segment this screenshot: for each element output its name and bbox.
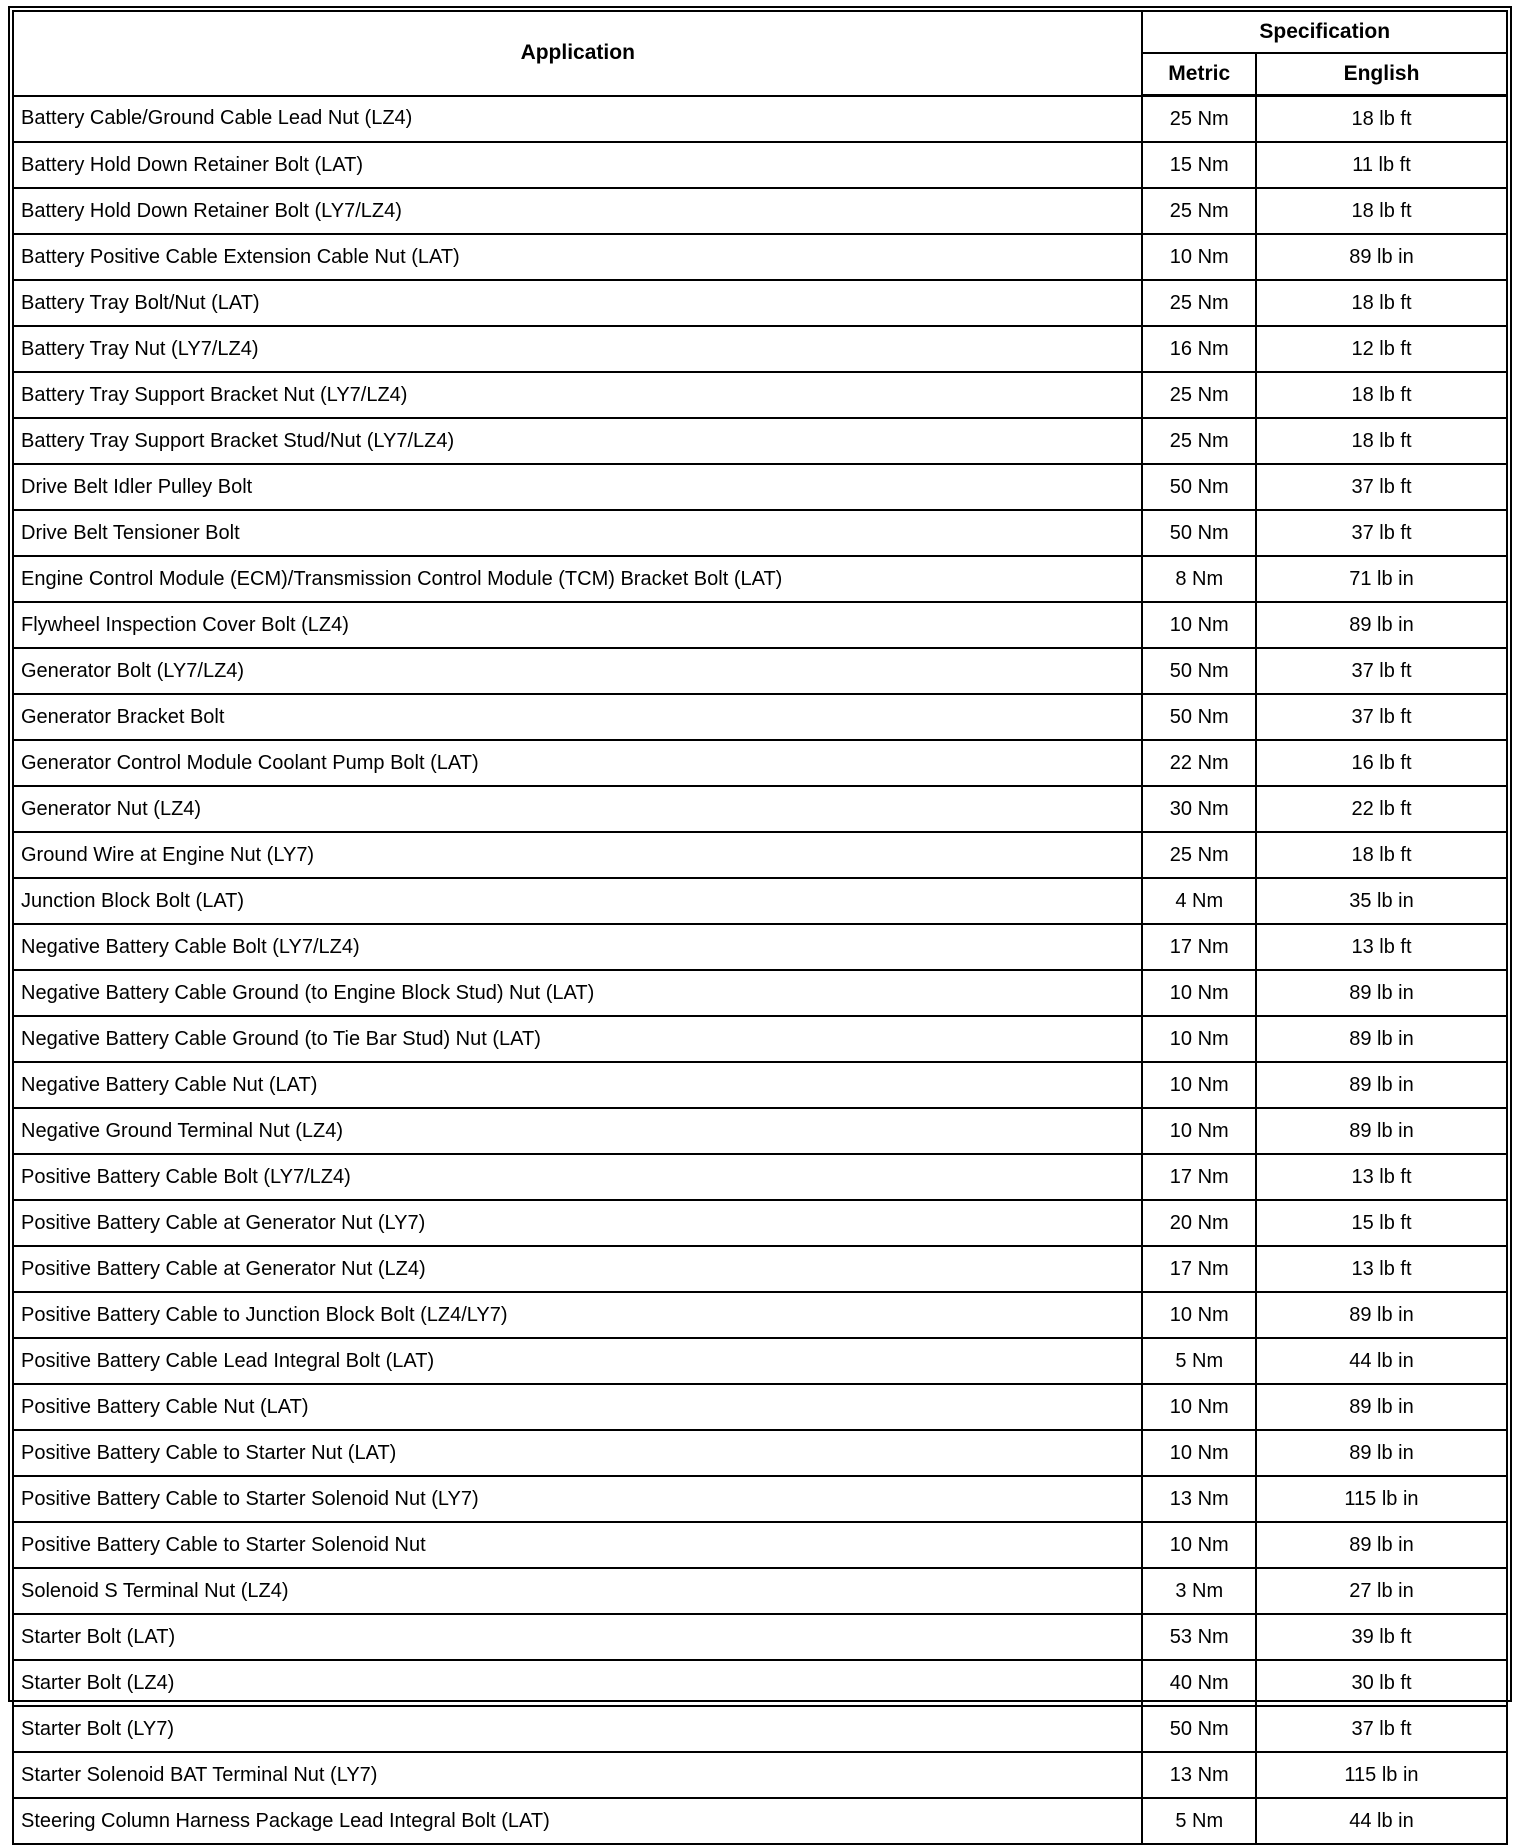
metric-cell: 10 Nm: [1142, 1062, 1256, 1108]
english-cell: 89 lb in: [1256, 970, 1507, 1016]
english-cell: 22 lb ft: [1256, 786, 1507, 832]
metric-cell: 13 Nm: [1142, 1752, 1256, 1798]
english-cell: 18 lb ft: [1256, 372, 1507, 418]
english-cell: 37 lb ft: [1256, 648, 1507, 694]
metric-cell: 8 Nm: [1142, 556, 1256, 602]
application-cell: Battery Hold Down Retainer Bolt (LY7/LZ4): [13, 188, 1142, 234]
application-cell: Positive Battery Cable to Junction Block Bolt (LZ4/LY7): [13, 1292, 1142, 1338]
application-cell: Positive Battery Cable to Starter Solenoid Nut (LY7): [13, 1476, 1142, 1522]
english-cell: 115 lb in: [1256, 1476, 1507, 1522]
table-row: [13, 1660, 1507, 1706]
english-cell: 18 lb ft: [1256, 280, 1507, 326]
table-row: [13, 1614, 1507, 1660]
metric-cell: 50 Nm: [1142, 1706, 1256, 1752]
metric-cell: 25 Nm: [1142, 280, 1256, 326]
metric-cell: 13 Nm: [1142, 1476, 1256, 1522]
table-row: [13, 694, 1507, 740]
table-row: [13, 1384, 1507, 1430]
application-cell: Positive Battery Cable Lead Integral Bolt (LAT): [13, 1338, 1142, 1384]
table-row: [13, 280, 1507, 326]
english-cell: 18 lb ft: [1256, 418, 1507, 464]
english-cell: 89 lb in: [1256, 1108, 1507, 1154]
metric-cell: 10 Nm: [1142, 1292, 1256, 1338]
english-cell: 13 lb ft: [1256, 1154, 1507, 1200]
metric-cell: 16 Nm: [1142, 326, 1256, 372]
metric-cell: 10 Nm: [1142, 602, 1256, 648]
english-cell: 13 lb ft: [1256, 924, 1507, 970]
table-row: [13, 786, 1507, 832]
table-row: [13, 1752, 1507, 1798]
table-row: [13, 464, 1507, 510]
english-cell: 12 lb ft: [1256, 326, 1507, 372]
metric-cell: 3 Nm: [1142, 1568, 1256, 1614]
spec-table-body: [13, 96, 1507, 1845]
application-cell: Negative Battery Cable Nut (LAT): [13, 1062, 1142, 1108]
table-row: [13, 648, 1507, 694]
metric-cell: 10 Nm: [1142, 970, 1256, 1016]
table-row: [13, 326, 1507, 372]
english-cell: 15 lb ft: [1256, 1200, 1507, 1246]
table-row: [13, 1108, 1507, 1154]
metric-cell: 4 Nm: [1142, 878, 1256, 924]
english-cell: 16 lb ft: [1256, 740, 1507, 786]
english-cell: 18 lb ft: [1256, 832, 1507, 878]
metric-cell: 50 Nm: [1142, 510, 1256, 556]
table-row: [13, 970, 1507, 1016]
application-cell: Battery Tray Support Bracket Stud/Nut (LY7/LZ4): [13, 418, 1142, 464]
metric-cell: 5 Nm: [1142, 1798, 1256, 1844]
table-row: [13, 1476, 1507, 1522]
english-cell: 18 lb ft: [1256, 96, 1507, 143]
application-cell: Positive Battery Cable at Generator Nut (LY7): [13, 1200, 1142, 1246]
english-cell: 30 lb ft: [1256, 1660, 1507, 1706]
metric-cell: 53 Nm: [1142, 1614, 1256, 1660]
metric-cell: 40 Nm: [1142, 1660, 1256, 1706]
metric-cell: 22 Nm: [1142, 740, 1256, 786]
table-row: [13, 556, 1507, 602]
english-cell: 89 lb in: [1256, 1384, 1507, 1430]
application-cell: Starter Bolt (LAT): [13, 1614, 1142, 1660]
application-cell: Positive Battery Cable to Starter Solenoid Nut: [13, 1522, 1142, 1568]
application-cell: Negative Ground Terminal Nut (LZ4): [13, 1108, 1142, 1154]
application-cell: Starter Bolt (LZ4): [13, 1660, 1142, 1706]
application-cell: Battery Cable/Ground Cable Lead Nut (LZ4): [13, 96, 1142, 143]
table-row: [13, 1062, 1507, 1108]
metric-cell: 50 Nm: [1142, 648, 1256, 694]
metric-cell: 10 Nm: [1142, 1384, 1256, 1430]
metric-cell: 20 Nm: [1142, 1200, 1256, 1246]
application-cell: Negative Battery Cable Ground (to Tie Bar Stud) Nut (LAT): [13, 1016, 1142, 1062]
table-row: [13, 234, 1507, 280]
table-row: [13, 924, 1507, 970]
application-cell: Engine Control Module (ECM)/Transmission Control Module (TCM) Bracket Bolt (LAT): [13, 556, 1142, 602]
english-cell: 89 lb in: [1256, 1016, 1507, 1062]
english-cell: 71 lb in: [1256, 556, 1507, 602]
metric-cell: 10 Nm: [1142, 1430, 1256, 1476]
table-row: [13, 1706, 1507, 1752]
metric-cell: 25 Nm: [1142, 372, 1256, 418]
english-cell: 89 lb in: [1256, 1522, 1507, 1568]
table-row: [13, 1338, 1507, 1384]
table-header: [13, 11, 1507, 96]
table-row: [13, 1246, 1507, 1292]
application-cell: Battery Hold Down Retainer Bolt (LAT): [13, 142, 1142, 188]
table-row: [13, 1568, 1507, 1614]
application-cell: Negative Battery Cable Ground (to Engine Block Stud) Nut (LAT): [13, 970, 1142, 1016]
header-row-top: [13, 11, 1507, 53]
table-row: [13, 832, 1507, 878]
application-cell: Generator Control Module Coolant Pump Bolt (LAT): [13, 740, 1142, 786]
english-cell: 89 lb in: [1256, 234, 1507, 280]
application-cell: Positive Battery Cable Bolt (LY7/LZ4): [13, 1154, 1142, 1200]
metric-cell: 50 Nm: [1142, 694, 1256, 740]
english-cell: 89 lb in: [1256, 1430, 1507, 1476]
english-cell: 89 lb in: [1256, 1062, 1507, 1108]
metric-cell: 25 Nm: [1142, 418, 1256, 464]
application-cell: Drive Belt Idler Pulley Bolt: [13, 464, 1142, 510]
table-row: [13, 418, 1507, 464]
application-cell: Generator Nut (LZ4): [13, 786, 1142, 832]
spec-table-frame: [8, 6, 1512, 1832]
english-cell: 37 lb ft: [1256, 510, 1507, 556]
metric-cell: 5 Nm: [1142, 1338, 1256, 1384]
metric-cell: 10 Nm: [1142, 1108, 1256, 1154]
application-cell: Battery Tray Bolt/Nut (LAT): [13, 280, 1142, 326]
table-row: [13, 510, 1507, 556]
table-row: [13, 740, 1507, 786]
application-cell: Positive Battery Cable at Generator Nut (LZ4): [13, 1246, 1142, 1292]
application-cell: Flywheel Inspection Cover Bolt (LZ4): [13, 602, 1142, 648]
table-row: [13, 1016, 1507, 1062]
metric-cell: 10 Nm: [1142, 234, 1256, 280]
english-cell: 89 lb in: [1256, 1292, 1507, 1338]
metric-cell: 17 Nm: [1142, 1246, 1256, 1292]
application-cell: Drive Belt Tensioner Bolt: [13, 510, 1142, 556]
application-cell: Steering Column Harness Package Lead Integral Bolt (LAT): [13, 1798, 1142, 1844]
metric-cell: 25 Nm: [1142, 188, 1256, 234]
english-cell: 37 lb ft: [1256, 464, 1507, 510]
english-cell: 11 lb ft: [1256, 142, 1507, 188]
english-cell: 37 lb ft: [1256, 694, 1507, 740]
application-cell: Solenoid S Terminal Nut (LZ4): [13, 1568, 1142, 1614]
metric-cell: 17 Nm: [1142, 924, 1256, 970]
application-cell: Battery Tray Nut (LY7/LZ4): [13, 326, 1142, 372]
table-row: [13, 602, 1507, 648]
application-cell: Positive Battery Cable Nut (LAT): [13, 1384, 1142, 1430]
application-cell: Battery Tray Support Bracket Nut (LY7/LZ4): [13, 372, 1142, 418]
metric-cell: 17 Nm: [1142, 1154, 1256, 1200]
english-cell: 115 lb in: [1256, 1752, 1507, 1798]
english-cell: 44 lb in: [1256, 1338, 1507, 1384]
table-row: [13, 372, 1507, 418]
english-cell: 27 lb in: [1256, 1568, 1507, 1614]
metric-cell: 10 Nm: [1142, 1522, 1256, 1568]
english-cell: 44 lb in: [1256, 1798, 1507, 1844]
metric-cell: 25 Nm: [1142, 832, 1256, 878]
table-row: [13, 1200, 1507, 1246]
specification-column-header: Specification: [1142, 11, 1507, 53]
table-row: [13, 188, 1507, 234]
table-row: [13, 96, 1507, 143]
application-column-header: Application: [13, 11, 1142, 96]
english-cell: 35 lb in: [1256, 878, 1507, 924]
application-cell: Starter Solenoid BAT Terminal Nut (LY7): [13, 1752, 1142, 1798]
table-row: [13, 1522, 1507, 1568]
application-cell: Generator Bracket Bolt: [13, 694, 1142, 740]
metric-cell: 30 Nm: [1142, 786, 1256, 832]
metric-cell: 50 Nm: [1142, 464, 1256, 510]
application-cell: Positive Battery Cable to Starter Nut (LAT): [13, 1430, 1142, 1476]
application-cell: Ground Wire at Engine Nut (LY7): [13, 832, 1142, 878]
english-cell: 37 lb ft: [1256, 1706, 1507, 1752]
english-cell: 18 lb ft: [1256, 188, 1507, 234]
metric-cell: 10 Nm: [1142, 1016, 1256, 1062]
metric-cell: 25 Nm: [1142, 96, 1256, 143]
application-cell: Starter Bolt (LY7): [13, 1706, 1142, 1752]
application-cell: Negative Battery Cable Bolt (LY7/LZ4): [13, 924, 1142, 970]
table-row: [13, 1798, 1507, 1844]
english-cell: 13 lb ft: [1256, 1246, 1507, 1292]
table-row: [13, 878, 1507, 924]
application-cell: Junction Block Bolt (LAT): [13, 878, 1142, 924]
english-column-header: English: [1256, 53, 1507, 96]
table-row: [13, 1154, 1507, 1200]
metric-cell: 15 Nm: [1142, 142, 1256, 188]
application-cell: Generator Bolt (LY7/LZ4): [13, 648, 1142, 694]
fastener-tightening-spec-table: [12, 10, 1508, 1845]
english-cell: 89 lb in: [1256, 602, 1507, 648]
table-row: [13, 1292, 1507, 1338]
english-cell: 39 lb ft: [1256, 1614, 1507, 1660]
application-cell: Battery Positive Cable Extension Cable Nut (LAT): [13, 234, 1142, 280]
metric-column-header: Metric: [1142, 53, 1256, 96]
table-row: [13, 142, 1507, 188]
table-row: [13, 1430, 1507, 1476]
